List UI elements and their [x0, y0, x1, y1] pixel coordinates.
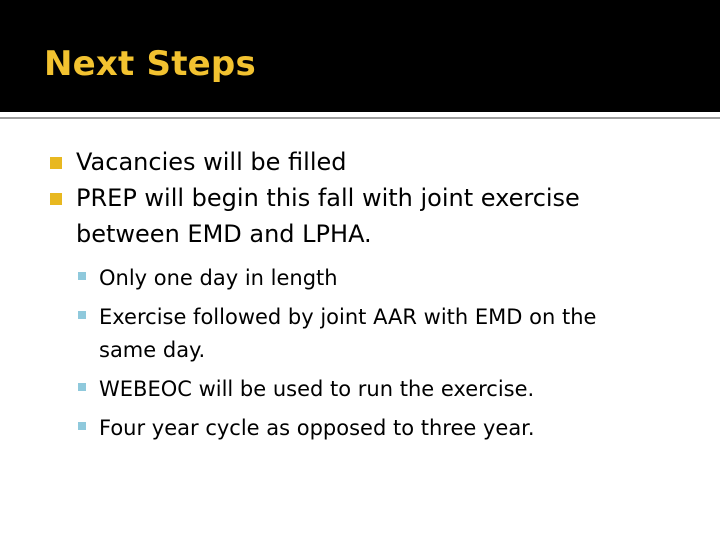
square-bullet-icon	[78, 272, 86, 280]
title-divider	[0, 117, 720, 119]
sub-bullet-list	[76, 262, 656, 445]
square-bullet-icon	[78, 311, 86, 319]
sub-bullet-item	[0, 262, 654, 295]
sub-bullet-item	[0, 412, 654, 445]
sub-bullet-item	[0, 373, 654, 406]
sub-bullet-text: Exercise followed by joint AAR with EMD on the same day.	[99, 305, 597, 362]
bullet-item	[0, 180, 656, 445]
sub-bullet-text: WEBEOC will be used to run the exercise.	[99, 377, 535, 401]
sub-bullet-text: Four year cycle as opposed to three year.	[99, 416, 535, 440]
bullet-text: Vacancies will be filled	[76, 148, 347, 176]
bullet-list	[0, 144, 720, 451]
bullet-text: PREP will begin this fall with joint exercise between EMD and LPHA.	[76, 184, 580, 248]
square-bullet-icon	[78, 422, 86, 430]
bullet-item	[0, 144, 656, 180]
square-bullet-icon	[78, 383, 86, 391]
slide-title: Next Steps	[44, 44, 256, 84]
sub-bullet-text: Only one day in length	[99, 266, 338, 290]
square-bullet-icon	[50, 157, 62, 169]
title-bar	[0, 0, 720, 112]
sub-bullet-item	[0, 301, 654, 367]
square-bullet-icon	[50, 193, 62, 205]
